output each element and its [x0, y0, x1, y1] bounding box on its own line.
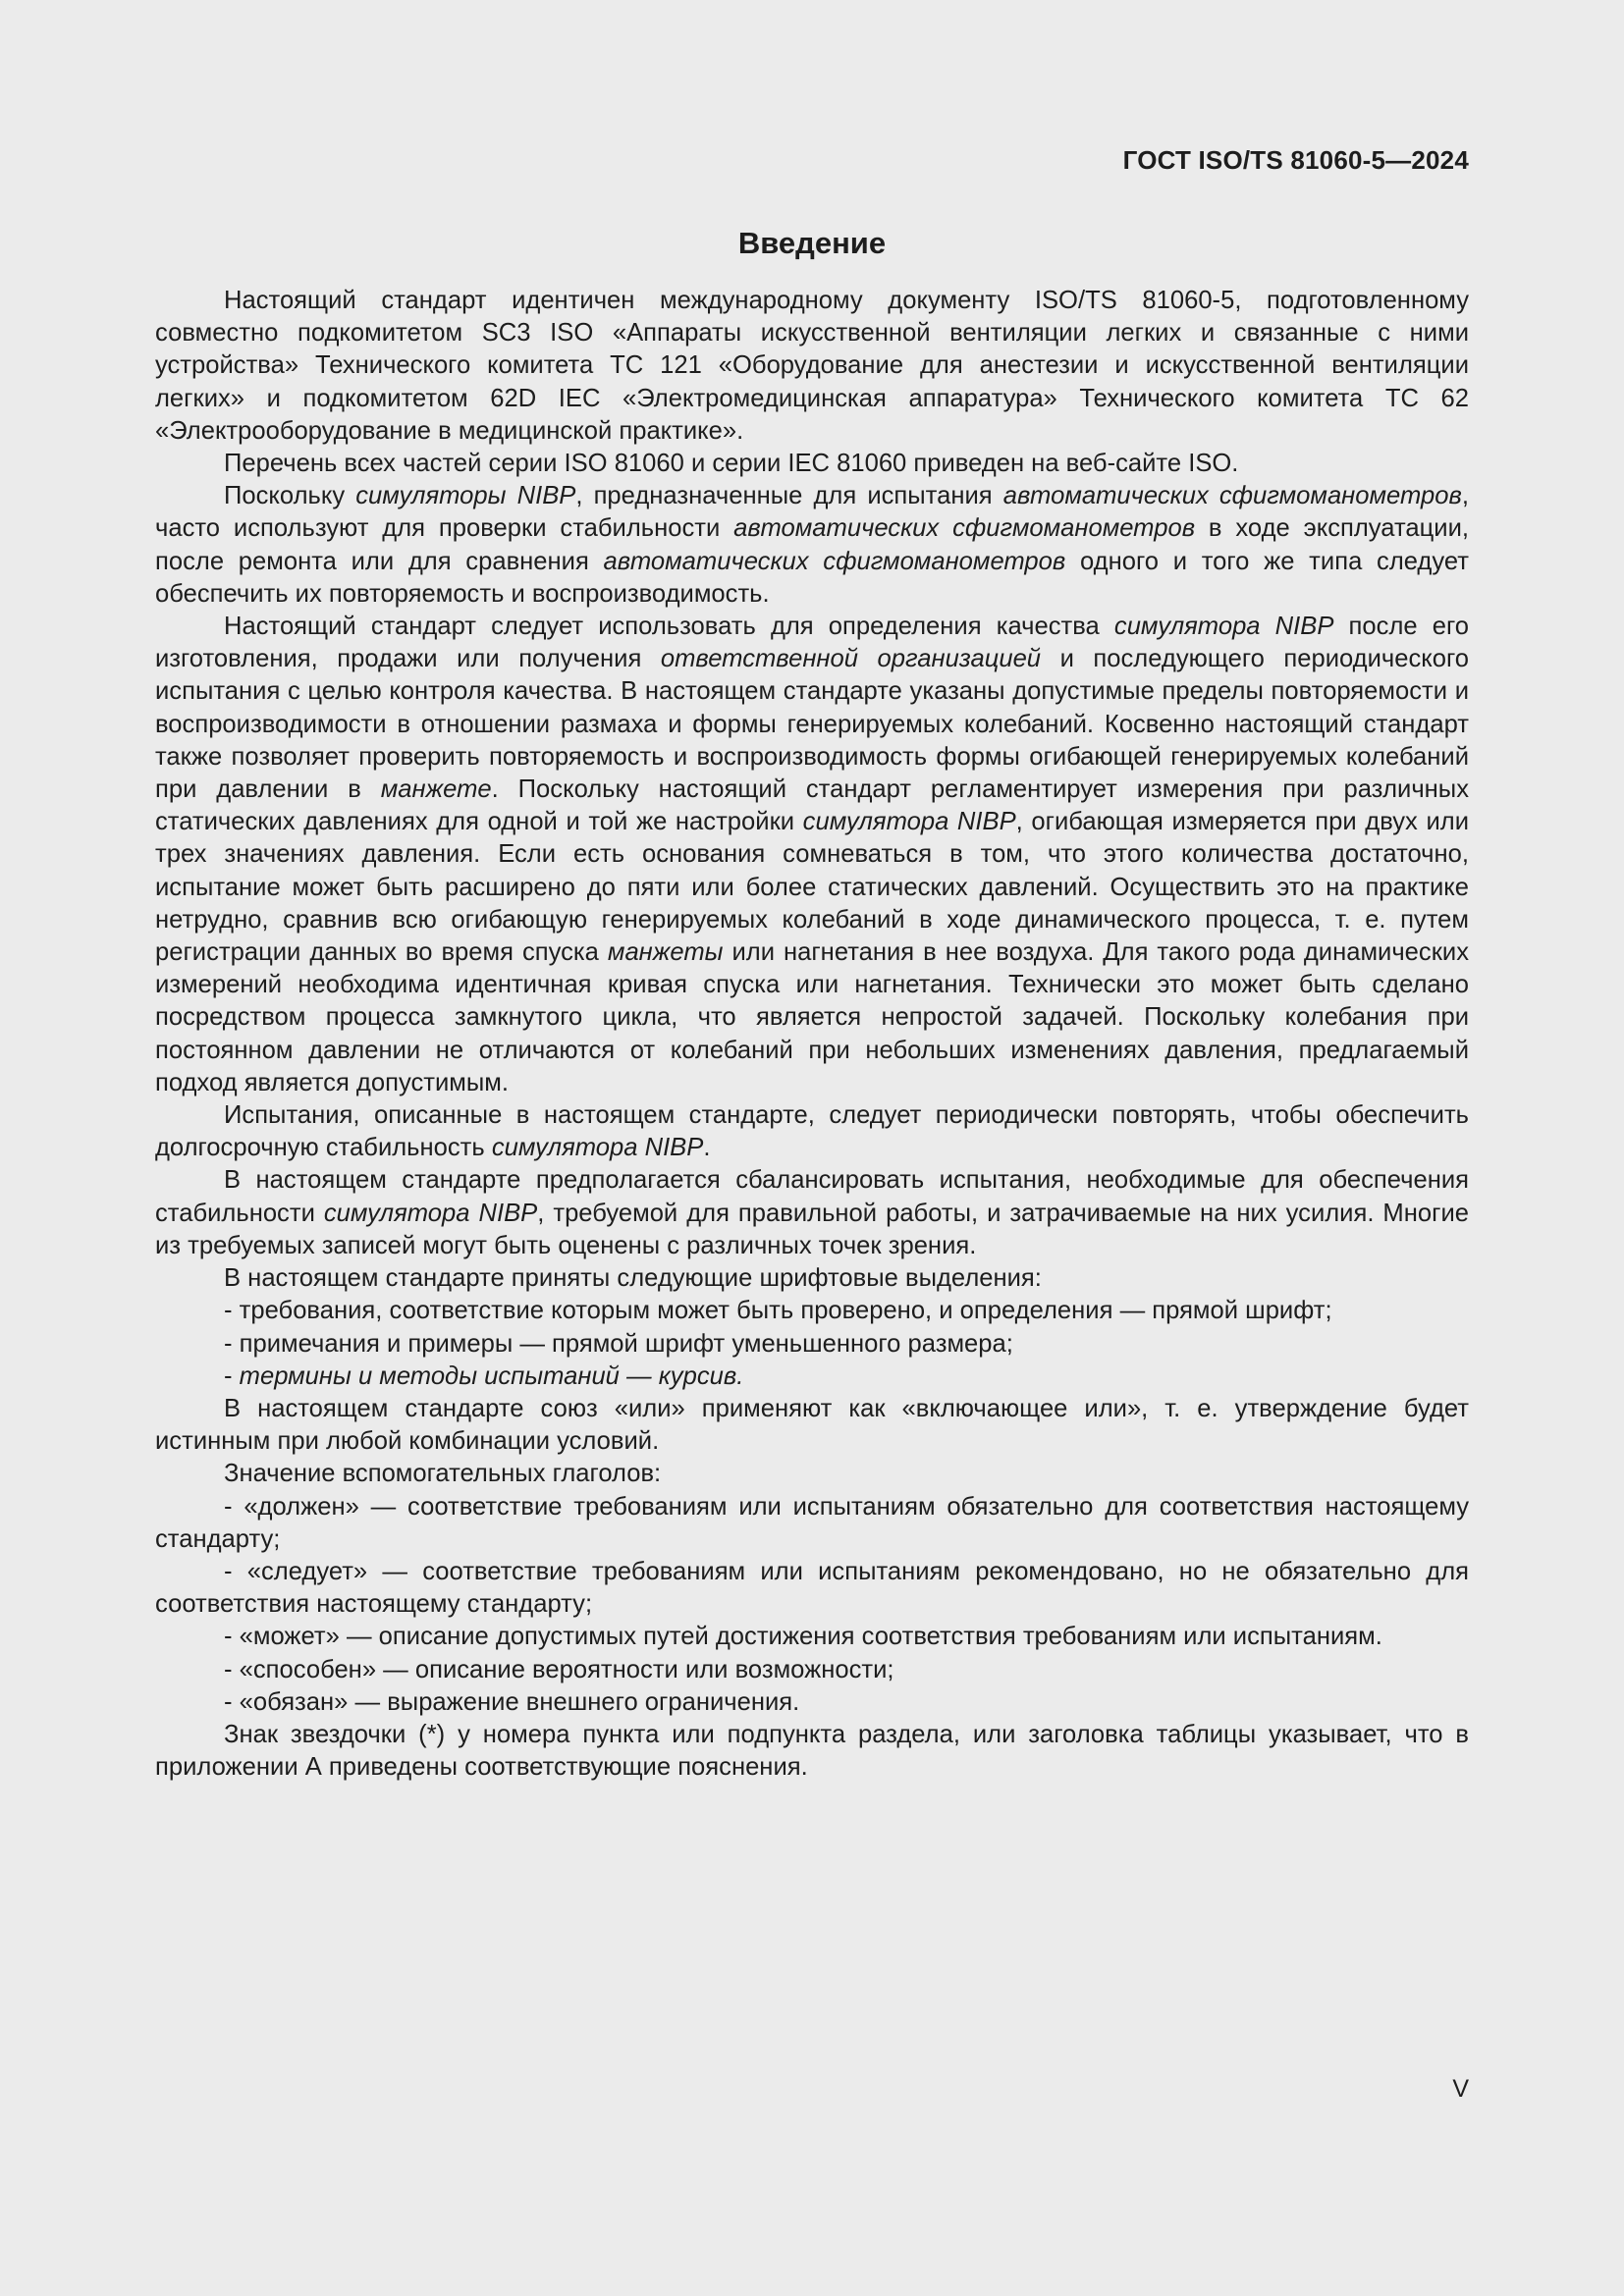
italic-term: симулятора NIBP — [323, 1199, 538, 1227]
text-run: . — [703, 1134, 711, 1162]
list-item — [155, 1491, 1469, 1556]
list-item — [155, 1328, 1469, 1361]
section-title: Введение — [737, 226, 887, 260]
paragraph — [155, 611, 1469, 1099]
paragraph — [155, 285, 1469, 448]
text-run: - «должен» — соответствие требованиям или испытаниям обязательно для соответствия настоящему стандарту; — [155, 1492, 1469, 1553]
text-run: В настоящем стандарте приняты следующие шрифтовые выделения: — [224, 1264, 1042, 1293]
italic-term: симулятора NIBP — [491, 1134, 704, 1162]
text-run: Значение вспомогательных глаголов: — [224, 1460, 662, 1488]
page-number: V — [1452, 2075, 1469, 2103]
auxiliary-verb-list — [155, 1491, 1469, 1719]
paragraph — [155, 1719, 1469, 1784]
italic-term: ответственной организацией — [660, 645, 1042, 673]
text-run: , огибающая измеряется при двух или трех значениях давления. Если есть основания сомневаться в том, что этого количества достаточно, испытание может быть расширено до пяти или более статических давлений. Осуществить это на практике нетрудно, сравнив всю огибающую генерируемых колебаний в ходе динамического процесса, т. е. путем регистрации данных во время спуска — [155, 808, 1469, 967]
text-run: - — [224, 1362, 240, 1390]
text-run: и последующего периодического испытания с целью контроля качества. В настоящем стандарте указаны допустимые пределы повторяемости и воспроизводимости в отношении размаха и формы генерируемых колебаний. Косвенно настоящий стандарт также позволяет проверить повторяемость и воспроизводимость формы огибающей генерируемых колебаний при давлении в — [155, 645, 1469, 804]
italic-term: автоматических сфигмоманометров — [603, 547, 1066, 575]
list-item — [155, 1556, 1469, 1621]
text-run: в ходе эксплуатации, после ремонта или для сравнения — [155, 514, 1469, 575]
list-item — [155, 1686, 1469, 1719]
body-text — [155, 285, 1469, 1784]
conjunction-paragraphs — [155, 1393, 1469, 1491]
text-run: , предназначенные для испытания — [575, 482, 1003, 510]
text-run: , требуемой для правильной работы, и затрачиваемые на них усилия. Многие из требуемых записей могут быть оценены с различных точек зрения. — [155, 1199, 1469, 1259]
italic-term: термины и методы испытаний — курсив. — [239, 1362, 744, 1390]
italic-term: манжете — [380, 775, 492, 804]
list-item — [155, 1295, 1469, 1327]
text-run: Знак звездочки (*) у номера пункта или подпункта раздела, или заголовка таблицы указывает, что в приложении А приведены соответствующие пояснения. — [155, 1720, 1469, 1782]
text-run: или нагнетания в нее воздуха. Для такого рода динамических измерений необходима идентичная кривая спуска или нагнетания. Технически это может быть сделано посредством процесса замкнутого цикла, что является непростой задачей. Поскольку колебания при постоянном давлении не отличаются от колебаний при небольших изменениях давления, предлагаемый подход является допустимым. — [155, 938, 1469, 1096]
text-run: . Поскольку настоящий стандарт регламентирует измерения при различных статических давлениях для одной и той же настройки — [155, 775, 1470, 836]
list-item — [155, 1621, 1469, 1653]
italic-term: симулятора NIBP — [1113, 613, 1334, 641]
paragraph — [155, 1262, 1469, 1295]
text-run: - «следует» — соответствие требованиям или испытаниям рекомендовано, но не обязательно для соответствия настоящему стандарту; — [155, 1557, 1469, 1619]
paragraph — [155, 1164, 1469, 1262]
text-run: В настоящем стандарте предполагается сбалансировать испытания, необходимые для обеспечения стабильности — [155, 1166, 1469, 1227]
font-convention-list — [155, 1295, 1469, 1393]
italic-term: манжеты — [607, 938, 724, 967]
text-run: - «обязан» — выражение внешнего ограничения. — [224, 1687, 800, 1716]
intro-paragraphs — [155, 285, 1469, 1295]
text-run: - требования, соответствие которым может быть проверено, и определения — прямой шрифт; — [224, 1297, 1332, 1325]
paragraph — [155, 448, 1469, 480]
text-run: Поскольку — [224, 482, 356, 510]
paragraph — [155, 1099, 1469, 1164]
text-run: Испытания, описанные в настоящем стандарте, следует периодически повторять, чтобы обеспечить долгосрочную стабильность — [155, 1101, 1469, 1162]
text-run: после его изготовления, продажи или получения — [155, 613, 1469, 673]
text-run: , часто используют для проверки стабильности — [155, 482, 1469, 543]
paragraph — [155, 1393, 1469, 1458]
text-run: - «может» — описание допустимых путей достижения соответствия требованиям или испытаниям. — [224, 1623, 1382, 1651]
italic-term: симулятора NIBP — [802, 808, 1016, 836]
list-item — [155, 1361, 1469, 1393]
text-run: - «способен» — описание вероятности или возможности; — [224, 1655, 894, 1683]
paragraph — [155, 1458, 1469, 1490]
text-run: Настоящий стандарт идентичен международному документу ISO/TS 81060-5, подготовленному совместно подкомитетом SC3 ISO «Аппараты искусственной вентиляции легких и связанные с ними устройства» Технического комитета ТС 121 «Оборудование для анестезии и искусственной вентиляции легких» и подкомитетом 62D IEC «Электромедицинская аппаратура» Технического комитета ТС 62 «Электрооборудование в медицинской практике». — [155, 287, 1469, 445]
italic-term: автоматических сфигмоманометров — [1002, 482, 1462, 510]
standard-designation: ГОСТ ISO/TS 81060-5—2024 — [1122, 145, 1469, 175]
italic-term: автоматических сфигмоманометров — [733, 514, 1196, 543]
italic-term: симуляторы NIBP — [355, 482, 576, 510]
text-run: - примечания и примеры — прямой шрифт уменьшенного размера; — [224, 1329, 1013, 1358]
list-item — [155, 1654, 1469, 1686]
paragraph — [155, 480, 1469, 611]
closing-paragraphs — [155, 1719, 1469, 1784]
text-run: В настоящем стандарте союз «или» применяют как «включающее или», т. е. утверждение будет истинным при любой комбинации условий. — [155, 1394, 1469, 1456]
text-run: Перечень всех частей серии ISO 81060 и серии IEC 81060 приведен на веб-сайте ISO. — [224, 450, 1239, 478]
text-run: одного и того же типа следует обеспечить их повторяемость и воспроизводимость. — [155, 547, 1469, 608]
text-run: Настоящий стандарт следует использовать для определения качества — [224, 613, 1114, 641]
